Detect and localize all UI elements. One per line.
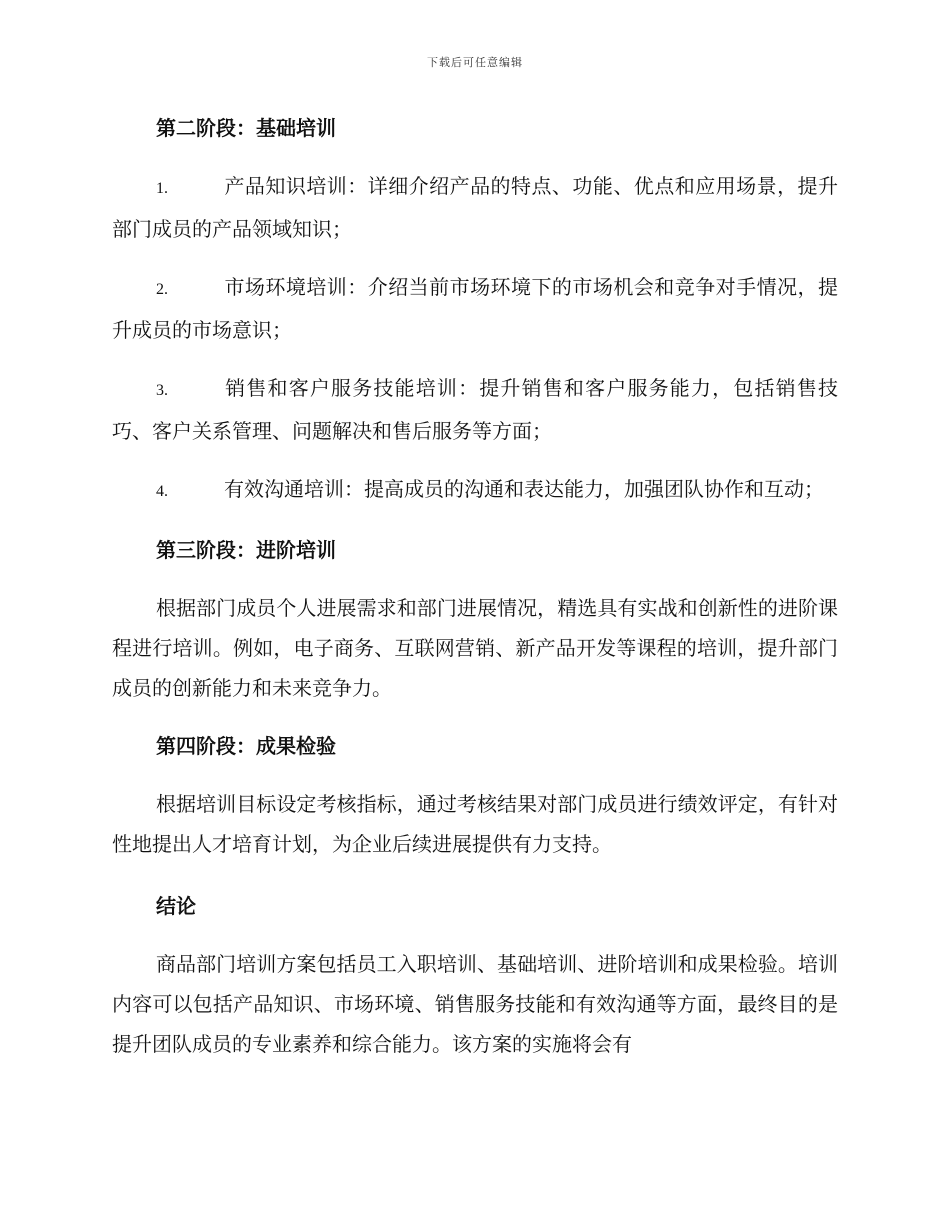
list-item	[112, 267, 838, 350]
list-item-text: 销售和客户服务技能培训：提升销售和客户服务能力，包括销售技巧、客户关系管理、问题解决和售后服务等方面；	[112, 376, 838, 443]
list-number: 3.	[156, 382, 168, 399]
section-heading-stage2: 第二阶段：基础培训	[156, 116, 336, 140]
section-heading-conclusion: 结论	[156, 894, 196, 918]
section-heading-stage4: 第四阶段：成果检验	[156, 734, 336, 758]
list-item-text: 产品知识培训：详细介绍产品的特点、功能、优点和应用场景，提升部门成员的产品领域知识；	[112, 174, 838, 241]
document-body	[112, 108, 838, 1064]
section-body-conclusion: 商品部门培训方案包括员工入职培训、基础培训、进阶培训和成果检验。培训内容可以包括产品知识、市场环境、销售服务技能和有效沟通等方面，最终目的是提升团队成员的专业素养和综合能力。该方案的实施将会有	[112, 952, 838, 1056]
list-number: 4.	[156, 483, 168, 500]
section-body-stage3: 根据部门成员个人进展需求和部门进展情况，精选具有实战和创新性的进阶课程进行培训。例如，电子商务、互联网营销、新产品开发等课程的培训，提升部门成员的创新能力和未来竞争力。	[112, 596, 838, 700]
list-item-text: 市场环境培训：介绍当前市场环境下的市场机会和竞争对手情况，提升成员的市场意识；	[112, 275, 838, 342]
list-number: 2.	[156, 281, 168, 298]
list-item	[112, 166, 838, 249]
list-number: 1.	[156, 180, 168, 197]
header-note: 下载后可任意编辑	[427, 56, 523, 69]
list-item-text: 有效沟通培训：提高成员的沟通和表达能力，加强团队协作和互动；	[224, 477, 824, 501]
section-heading-stage3: 第三阶段：进阶培训	[156, 538, 336, 562]
section-body-stage4: 根据培训目标设定考核指标，通过考核结果对部门成员进行绩效评定，有针对性地提出人才培育计划，为企业后续进展提供有力支持。	[112, 792, 838, 856]
list-item	[112, 469, 838, 512]
list-item	[112, 368, 838, 451]
